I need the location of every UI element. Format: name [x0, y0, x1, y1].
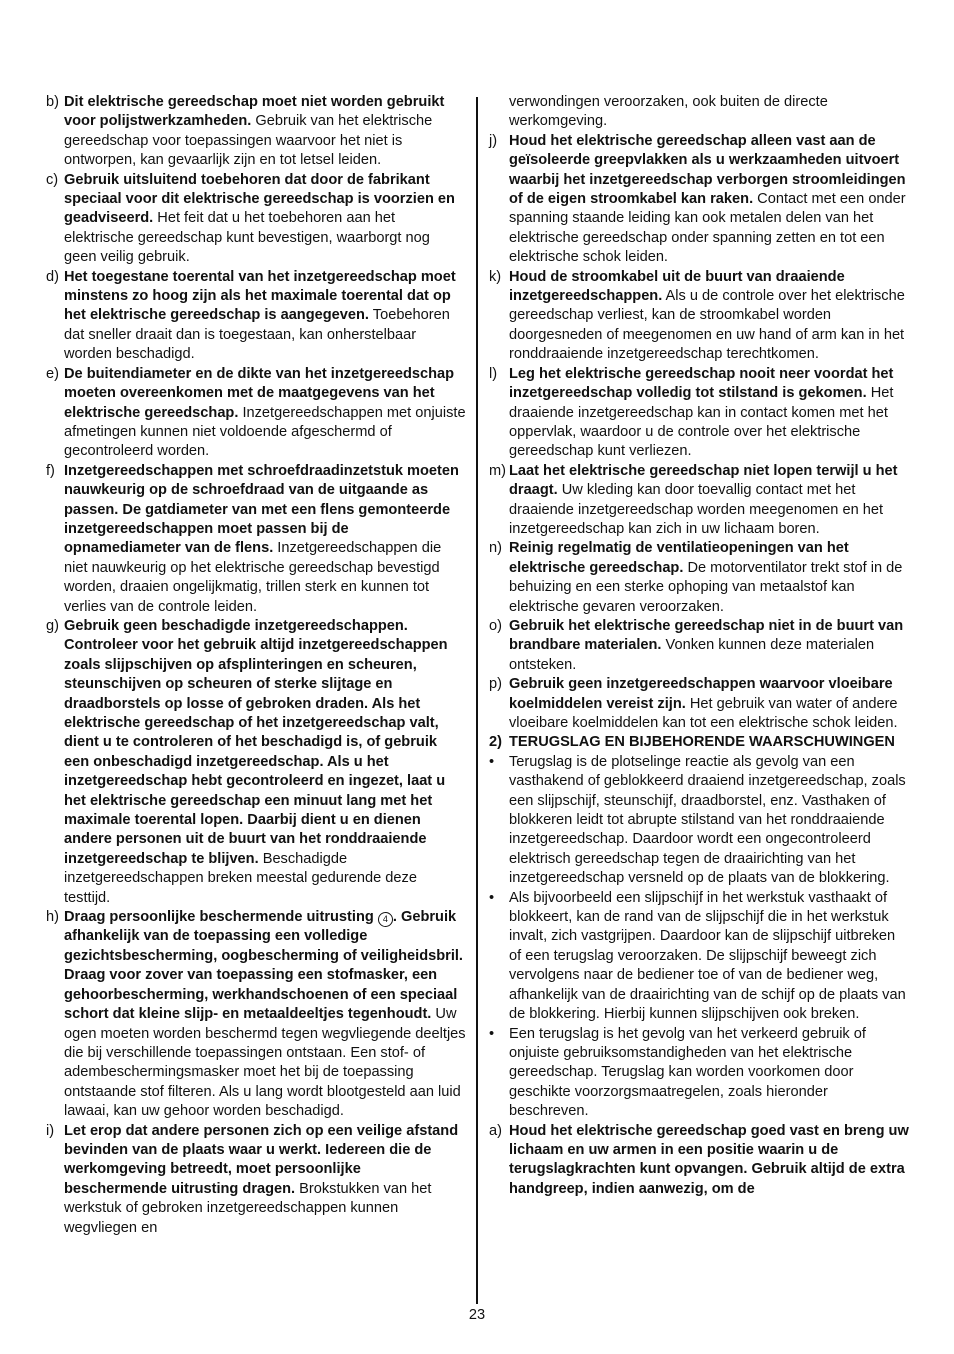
- number-4-icon: 4: [378, 912, 393, 927]
- list-item: f) Inzetgereedschappen met schroefdraadinzetstuk moeten nauwkeurig op de schroefdraad van de uitgaande as passen. De gatdiameter van met een flens gemonteerde inzetgereedschappen moet passen bij de opnamediameter van de flens. Inzetgereedschappen die niet nauwkeurig op het elektrische gereedschap bevestigd worden, draaien ongelijkmatig, trillen sterk en kunnen tot verlies van de controle leiden.: [46, 462, 459, 615]
- list-item: d) Het toegestane toerental van het inzetgereedschap moet minstens zo hoog zijn als het maximale toerental dat op het elektrische gereedschap is aangegeven. Toebehoren dat sneller draait dan is toegestaan, kan onherstelbaar worden beschadigd.: [46, 268, 456, 363]
- right-column: [489, 93, 911, 1199]
- list-item: m) Laat het elektrische gereedschap niet lopen terwijl u het draagt. Uw kleding kan door toevallig contact met het draaiende inzetgereedschap worden meegenomen en het inzetgereedschap kan zich in uw lichaam boren.: [489, 462, 898, 537]
- bullet-icon: •: [489, 889, 495, 906]
- bullet-icon: •: [489, 753, 495, 770]
- bullet-icon: •: [489, 1025, 495, 1042]
- list-item: l) Leg het elektrische gereedschap nooit neer voordat het inzetgereedschap volledig tot stilstand is gekomen. Het draaiende inzetgereedschap kan in contact komen met het oppervlak, waardoor u de controle over het elektrische gereedschap kunt verliezen.: [489, 365, 894, 460]
- bullet-item: • Een terugslag is het gevolg van het verkeerd gebruik of onjuiste gebruiksomstandigheden van het elektrische gereedschap. Terugslag kan worden voorkomen door geschikte voorzorgsmaatregelen, zoals hieronder beschreven.: [489, 1025, 911, 1122]
- section-heading: 2) TERUGSLAG EN BIJBEHORENDE WAARSCHUWINGEN: [489, 734, 895, 751]
- list-item: j) Houd het elektrische gereedschap alleen vast aan de geïsoleerde greepvlakken als u werkzaamheden uitvoert waarbij het inzetgereedschap verborgen stroomleidingen of de eigen stroomkabel kan raken. Contact met een onder spanning staande leiding kan ook metalen delen van het elektrische gereedschap onder spanning zetten en tot een elektrische schok leiden.: [489, 132, 906, 266]
- list-item: k) Houd de stroomkabel uit de buurt van draaiende inzetgereedschappen. Als u de controle over het elektrische gereedschap verliest, kan de stroomkabel worden doorgesneden of meegenomen en uw hand of arm kan in het ronddraaiende inzetgereedschap terechtkomen.: [489, 268, 905, 363]
- list-item: h) Draag persoonlijke beschermende uitrusting 4 . Gebruik afhankelijk van de toepassing een volledige gezichtsbescherming, oogbescherming of veiligheidsbril. Draag voor zover van toepassing een stofmasker, een gehoorbescherming, werkhandschoenen of een speciaal schort dat kleine slijp- en metaaldeeltjes tegenhoudt. Uw ogen moeten worden beschermd tegen wegvliegende deeltjes die bij verschillende toepassingen ontstaan. Een stof- of adembeschermingsmasker moet het bij de toepassing ontstaande stof filteren. Als u lang wordt blootgesteld aan luid lawaai, kan uw gehoor worden beschadigd.: [46, 909, 466, 1120]
- bullet-item: • Terugslag is de plotselinge reactie als gevolg van een vasthakend of geblokkeerd draaiend inzetgereedschap, zoals een slijpschijf, steunschijf, draadborstel, enz. Vasthaken of blokkeren leidt tot abrupte stilstand van het ronddraaiende inzetgereedschap. Daardoor wordt een ongecontroleerd elektrisch gereedschap tegen de draairichting van het inzetgereedschap versneld op de plaats van de blokkering.: [489, 753, 911, 889]
- list-item: n) Reinig regelmatig de ventilatieopeningen van het elektrische gereedschap. De motorventilator trekt stof in de behuizing en een sterke ophoping van metaalstof kan elektrische gevaren veroorzaken.: [489, 540, 903, 615]
- list-item: a) Houd het elektrische gereedschap goed vast en breng uw lichaam en uw armen in een positie waarin u de terugslagkrachten kunt opvangen. Gebruik altijd de extra handgreep, indien aanwezig, om de: [489, 1122, 909, 1197]
- page-number: 23: [468, 1307, 486, 1323]
- list-item: e) De buitendiameter en de dikte van het inzetgereedschap moeten overeenkomen met de maatgegevens van het elektrische gereedschap. Inzetgereedschappen met onjuiste afmetingen kunnen niet voldoende afgeschermd of gecontroleerd worden.: [46, 365, 466, 460]
- list-item: i) Let erop dat andere personen zich op een veilige afstand bevinden van de plaats waar u werkt. Iedereen die de werkomgeving betreedt, moet persoonlijke beschermende uitrusting dragen. Brokstukken van het werkstuk of gebroken inzetgereedschappen kunnen wegvliegen en: [46, 1122, 459, 1236]
- column-divider: [476, 97, 478, 1304]
- list-item: b) Dit elektrische gereedschap moet niet worden gebruikt voor polijstwerkzamheden. Gebruik van het elektrische gereedschap voor toepassingen waarvoor het niet is ontworpen, kan gevaarlijk zijn en tot letsel leiden.: [46, 94, 445, 169]
- bullet-item: • Als bijvoorbeeld een slijpschijf in het werkstuk vasthaakt of blokkeert, kan de rand van de slijpschijf die in het werkstuk invalt, zich vastgrijpen. Daardoor kan de slijpschijf uitbreken of een terugslag veroorzaken. De slijpschijf beweegt zich vervolgens naar de bediener toe of van de bediener weg, afhankelijk van de draairichting van de schijf op de plaats van de blokkering. Hierbij kunnen slijpschijven ook breken.: [489, 889, 911, 1025]
- continued-text: verwondingen veroorzaken, ook buiten de directe werkomgeving.: [509, 94, 828, 130]
- list-item: p) Gebruik geen inzetgereedschappen waarvoor vloeibare koelmiddelen vereist zijn. Het gebruik van water of andere vloeibare koelmiddelen kan tot een elektrische schok leiden.: [489, 676, 898, 731]
- list-item: g) Gebruik geen beschadigde inzetgereedschappen. Controleer voor het gebruik altijd inzetgereedschappen zoals slijpschijven op afsplinteringen en scheuren, steunschijven op scheuren of sterke slijtage en draadborstels op losse of gebroken draden. Als het elektrische gereedschap of het inzetgereedschap valt, dient u te controleren of het beschadigd is, of gebruik een onbeschadigd inzetgereedschap. Als u het inzetgereedschap hebt gecontroleerd en ingezet, laat u het elektrische gereedschap een minuut lang met het maximale toerental lopen. Daarbij dient u en dienen andere personen uit de buurt van het ronddraaiende inzetgereedschap te blijven. Beschadigde inzetgereedschappen breken meestal gedurende deze testtijd.: [46, 617, 448, 906]
- list-item: o) Gebruik het elektrische gereedschap niet in de buurt van brandbare materialen. Vonken kunnen deze materialen ontsteken.: [489, 617, 904, 673]
- left-column: [46, 93, 466, 1238]
- list-item: c) Gebruik uitsluitend toebehoren dat door de fabrikant speciaal voor dit elektrische gereedschap is voorzien en geadviseerd. Het feit dat u het toebehoren aan het elektrische gereedschap kunt bevestigen, waarborgt nog geen veilig gebruik.: [46, 171, 455, 266]
